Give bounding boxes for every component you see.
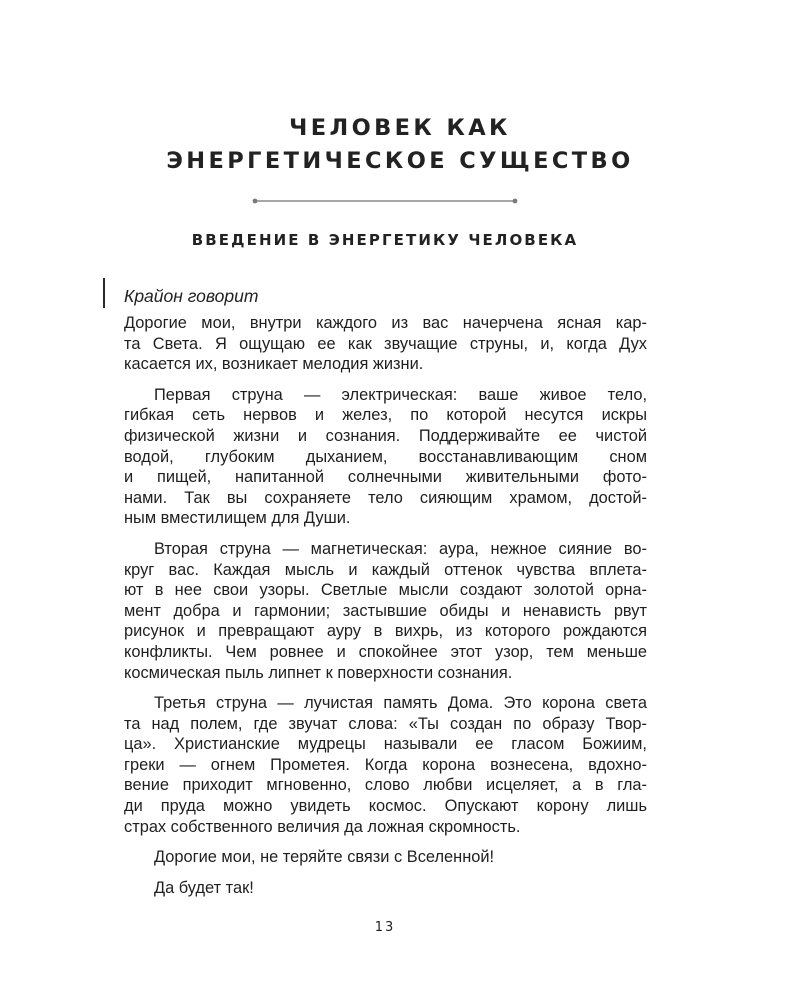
text-line: вение приходит мгновенно, слово любви исцеляет, а в гла-: [124, 776, 647, 795]
text-line: греки — огнем Прометея. Когда корона вознесена, вдохно-: [124, 755, 647, 774]
text-line: та над полем, где звучат слова: «Ты создан по образу Твор-: [124, 714, 647, 733]
text-line: водой, глубоким дыханием, восстанавливающим сном: [124, 447, 647, 466]
chapter-title-line-1: ЧЕЛОВЕК КАК: [289, 115, 511, 141]
text-line: рисунок и превращают ауру в вихрь, из которого рождаются: [124, 622, 647, 641]
page-number: 13: [374, 920, 396, 935]
paragraph-3: [124, 539, 647, 683]
text-line: Вторая струна — магнетическая: аура, нежное сияние во-: [154, 539, 647, 558]
text-line: касается их, возникает мелодия жизни.: [124, 355, 424, 374]
speaker-marker-bar: [103, 278, 105, 308]
paragraph-4: [124, 693, 647, 837]
text-line: Дорогие мои, внутри каждого из вас начерчена ясная кар-: [124, 314, 647, 332]
text-line: ют в нее свои узоры. Светлые мысли создают золотой орна-: [124, 581, 647, 600]
title-divider: [251, 196, 519, 206]
text-line: космическая пыль липнет к поверхности сознания.: [124, 663, 513, 682]
body-text: [124, 313, 647, 908]
paragraph-1: [124, 313, 647, 375]
text-line: и пищей, напитанной солнечными живительными фото-: [124, 468, 647, 487]
text-line: конфликты. Чем ровнее и спокойнее этот узор, тем меньше: [124, 642, 647, 661]
closing-line-2: Да будет так!: [154, 878, 254, 897]
text-line: физической жизни и сознания. Поддерживайте ее чистой: [124, 426, 647, 445]
text-line: гибкая сеть нервов и желез, по которой несутся искры: [124, 406, 647, 425]
text-line: та Света. Я ощущаю ее как звучащие струны, и, когда Дух: [124, 334, 647, 353]
text-line: нами. Так вы сохраняете тело сияющим храмом, достой-: [124, 488, 647, 507]
text-line: Первая струна — электрическая: ваше живое тело,: [154, 385, 647, 404]
divider-dot-left: [253, 199, 258, 204]
text-line: ным вместилищем для Души.: [124, 509, 351, 528]
text-line: ди пруда можно увидеть космос. Опускают корону лишь: [124, 797, 647, 816]
text-line: круг вас. Каждая мысль и каждый оттенок чувства вплета-: [124, 560, 647, 579]
divider-dot-right: [513, 199, 518, 204]
closing-line-1: Дорогие мои, не теряйте связи с Вселенной!: [154, 848, 495, 867]
text-line: Третья струна — лучистая память Дома. Это корона света: [154, 694, 647, 713]
text-line: страх собственного величия да ложная скромность.: [124, 817, 521, 836]
chapter-title: [0, 112, 800, 178]
chapter-title-line-2: ЭНЕРГЕТИЧЕСКОЕ СУЩЕСТВО: [166, 148, 634, 174]
paragraph-2: [124, 385, 647, 529]
section-title: ВВЕДЕНИЕ В ЭНЕРГЕТИКУ ЧЕЛОВЕКА: [191, 231, 579, 249]
text-line: ца». Христианские мудрецы называли ее гласом Божиим,: [124, 735, 647, 754]
text-line: мент добра и гармонии; застывшие обиды и ненависть рвут: [124, 601, 647, 620]
speaker-heading: Крайон говорит: [124, 286, 259, 306]
